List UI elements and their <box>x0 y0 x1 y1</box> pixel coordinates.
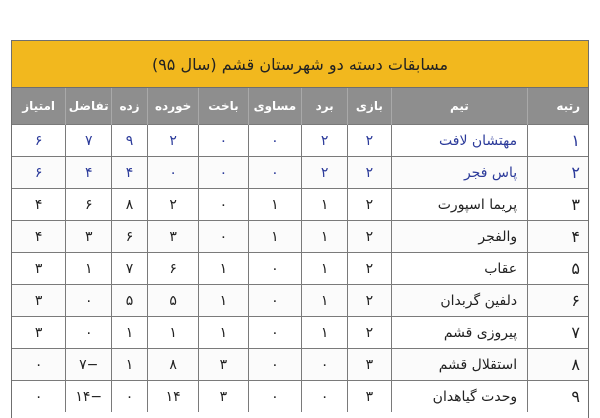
standings-table-frame <box>11 40 589 418</box>
table-row <box>12 221 588 253</box>
cell-won: ۰ <box>302 381 348 413</box>
header-goal-diff: تفاضل <box>66 88 112 125</box>
cell-goals-against: ۲ <box>147 189 198 221</box>
cell-points: ۳ <box>12 253 66 285</box>
cell-goals-for: ۵ <box>112 285 148 317</box>
cell-won: ۱ <box>302 253 348 285</box>
cell-rank: ۵ <box>528 253 588 285</box>
cell-points: ۶ <box>12 157 66 189</box>
header-team: تیم <box>391 88 527 125</box>
cell-points: ۶ <box>12 125 66 157</box>
header-played: بازی <box>348 88 392 125</box>
table-title: مسابقات دسته دو شهرستان قشم (سال ۹۵) <box>12 41 588 88</box>
cell-lost: ۱ <box>199 253 248 285</box>
cell-won: ۲ <box>302 157 348 189</box>
table-row <box>12 349 588 381</box>
header-points: امتیاز <box>12 88 66 125</box>
header-goals-against: خورده <box>147 88 198 125</box>
standings-table <box>12 88 588 412</box>
cell-points: ۴ <box>12 221 66 253</box>
cell-played: ۲ <box>348 317 392 349</box>
cell-team: پریما اسپورت <box>391 189 527 221</box>
cell-goal-diff: ۶ <box>66 189 112 221</box>
cell-points: ۰ <box>12 381 66 413</box>
cell-played: ۲ <box>348 285 392 317</box>
cell-drawn: ۰ <box>248 285 302 317</box>
cell-rank: ۹ <box>528 381 588 413</box>
cell-rank: ۶ <box>528 285 588 317</box>
cell-rank: ۲ <box>528 157 588 189</box>
cell-drawn: ۰ <box>248 349 302 381</box>
cell-drawn: ۰ <box>248 157 302 189</box>
cell-goals-for: ۹ <box>112 125 148 157</box>
table-row <box>12 125 588 157</box>
cell-points: ۰ <box>12 349 66 381</box>
cell-drawn: ۰ <box>248 253 302 285</box>
cell-goals-for: ۱ <box>112 317 148 349</box>
cell-goals-against: ۵ <box>147 285 198 317</box>
cell-goal-diff: ۱ <box>66 253 112 285</box>
cell-team: والفجر <box>391 221 527 253</box>
cell-played: ۲ <box>348 253 392 285</box>
cell-lost: ۰ <box>199 221 248 253</box>
cell-goals-for: ۴ <box>112 157 148 189</box>
cell-team: مهتشان لافت <box>391 125 527 157</box>
cell-goal-diff: ۰ <box>66 317 112 349</box>
cell-won: ۱ <box>302 189 348 221</box>
cell-rank: ۸ <box>528 349 588 381</box>
cell-goal-diff: ۳ <box>66 221 112 253</box>
cell-goals-against: ۰ <box>147 157 198 189</box>
cell-goals-for: ۱ <box>112 349 148 381</box>
cell-drawn: ۰ <box>248 125 302 157</box>
cell-lost: ۰ <box>199 189 248 221</box>
header-row <box>12 88 588 125</box>
cell-team: پیروزی قشم <box>391 317 527 349</box>
table-row <box>12 317 588 349</box>
cell-rank: ۳ <box>528 189 588 221</box>
cell-played: ۲ <box>348 125 392 157</box>
cell-drawn: ۰ <box>248 381 302 413</box>
cell-lost: ۰ <box>199 157 248 189</box>
header-rank: رتبه <box>528 88 588 125</box>
cell-goals-against: ۲ <box>147 125 198 157</box>
cell-rank: ۷ <box>528 317 588 349</box>
cell-goals-for: ۷ <box>112 253 148 285</box>
cell-goals-against: ۱ <box>147 317 198 349</box>
cell-won: ۲ <box>302 125 348 157</box>
cell-points: ۳ <box>12 285 66 317</box>
table-row <box>12 381 588 413</box>
table-row <box>12 157 588 189</box>
cell-goal-diff: −۱۴ <box>66 381 112 413</box>
cell-goals-against: ۶ <box>147 253 198 285</box>
cell-lost: ۰ <box>199 125 248 157</box>
cell-goals-against: ۱۴ <box>147 381 198 413</box>
cell-won: ۱ <box>302 221 348 253</box>
cell-rank: ۱ <box>528 125 588 157</box>
header-won: برد <box>302 88 348 125</box>
cell-goal-diff: ۴ <box>66 157 112 189</box>
cell-played: ۲ <box>348 157 392 189</box>
cell-played: ۳ <box>348 381 392 413</box>
cell-goals-for: ۰ <box>112 381 148 413</box>
cell-won: ۰ <box>302 349 348 381</box>
header-goals-for: زده <box>112 88 148 125</box>
cell-won: ۱ <box>302 285 348 317</box>
cell-goal-diff: −۷ <box>66 349 112 381</box>
cell-played: ۲ <box>348 189 392 221</box>
cell-lost: ۱ <box>199 285 248 317</box>
table-row <box>12 285 588 317</box>
cell-goal-diff: ۰ <box>66 285 112 317</box>
cell-goals-for: ۸ <box>112 189 148 221</box>
cell-goals-against: ۸ <box>147 349 198 381</box>
cell-won: ۱ <box>302 317 348 349</box>
cell-team: پاس فجر <box>391 157 527 189</box>
cell-lost: ۳ <box>199 349 248 381</box>
cell-lost: ۱ <box>199 317 248 349</box>
header-drawn: مساوی <box>248 88 302 125</box>
cell-drawn: ۱ <box>248 221 302 253</box>
cell-goals-for: ۶ <box>112 221 148 253</box>
cell-goal-diff: ۷ <box>66 125 112 157</box>
cell-team: دلفین گربدان <box>391 285 527 317</box>
cell-rank: ۴ <box>528 221 588 253</box>
cell-drawn: ۰ <box>248 317 302 349</box>
table-row <box>12 253 588 285</box>
cell-points: ۴ <box>12 189 66 221</box>
cell-team: عقاب <box>391 253 527 285</box>
table-row <box>12 189 588 221</box>
cell-goals-against: ۳ <box>147 221 198 253</box>
cell-drawn: ۱ <box>248 189 302 221</box>
cell-points: ۳ <box>12 317 66 349</box>
cell-team: استقلال قشم <box>391 349 527 381</box>
cell-lost: ۳ <box>199 381 248 413</box>
cell-played: ۳ <box>348 349 392 381</box>
header-lost: باخت <box>199 88 248 125</box>
cell-team: وحدت گیاهدان <box>391 381 527 413</box>
cell-played: ۲ <box>348 221 392 253</box>
